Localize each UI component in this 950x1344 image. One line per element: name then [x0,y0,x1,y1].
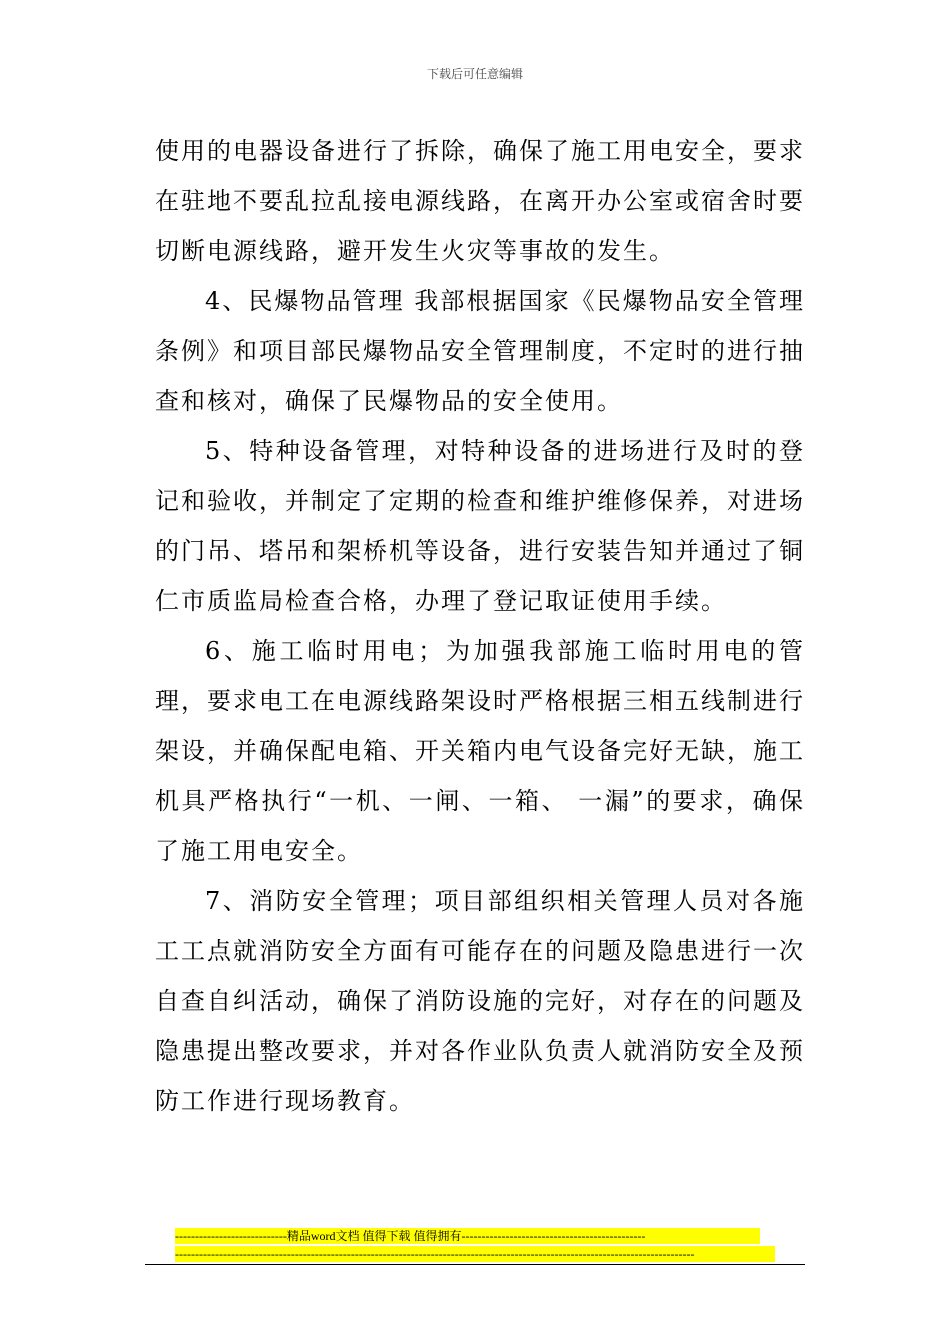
document-body [155,126,805,1126]
footer-rule [145,1264,805,1265]
paragraph-3: 5、特种设备管理，对特种设备的进场进行及时的登记和验收，并制定了定期的检查和维护维修保养，对进场的门吊、塔吊和架桥机等设备，进行安装告知并通过了铜仁市质监局检查合格，办理了登记取证使用手续。 [155,437,805,615]
page-header: 下载后可任意编辑 [426,67,523,81]
footer-banner-line: ----------------------------精品word文档 值得下载 值得拥有---------------------------------------------- [175,1228,760,1244]
paragraph-2: 4、民爆物品管理 我部根据国家《民爆物品安全管理条例》和项目部民爆物品安全管理制度，不定时的进行抽查和核对，确保了民爆物品的安全使用。 [155,287,805,415]
footer-dash-line: ---------------------------------------------------------------------------------------------------------------------------------- [175,1246,775,1262]
paragraph-5: 7、消防安全管理；项目部组织相关管理人员对各施工工点就消防安全方面有可能存在的问题及隐患进行一次自查自纠活动，确保了消防设施的完好，对存在的问题及隐患提出整改要求，并对各作业队负责人就消防安全及预防工作进行现场教育。 [155,887,805,1115]
paragraph-1: 使用的电器设备进行了拆除，确保了施工用电安全，要求在驻地不要乱拉乱接电源线路，在离开办公室或宿舍时要切断电源线路，避开发生火灾等事故的发生。 [155,137,805,265]
paragraph-4: 6、施工临时用电；为加强我部施工临时用电的管理，要求电工在电源线路架设时严格根据三相五线制进行架设，并确保配电箱、开关箱内电气设备完好无缺，施工机具严格执行“一机、一闸、一箱、 一漏”的要求，确保了施工用电安全。 [155,637,805,865]
